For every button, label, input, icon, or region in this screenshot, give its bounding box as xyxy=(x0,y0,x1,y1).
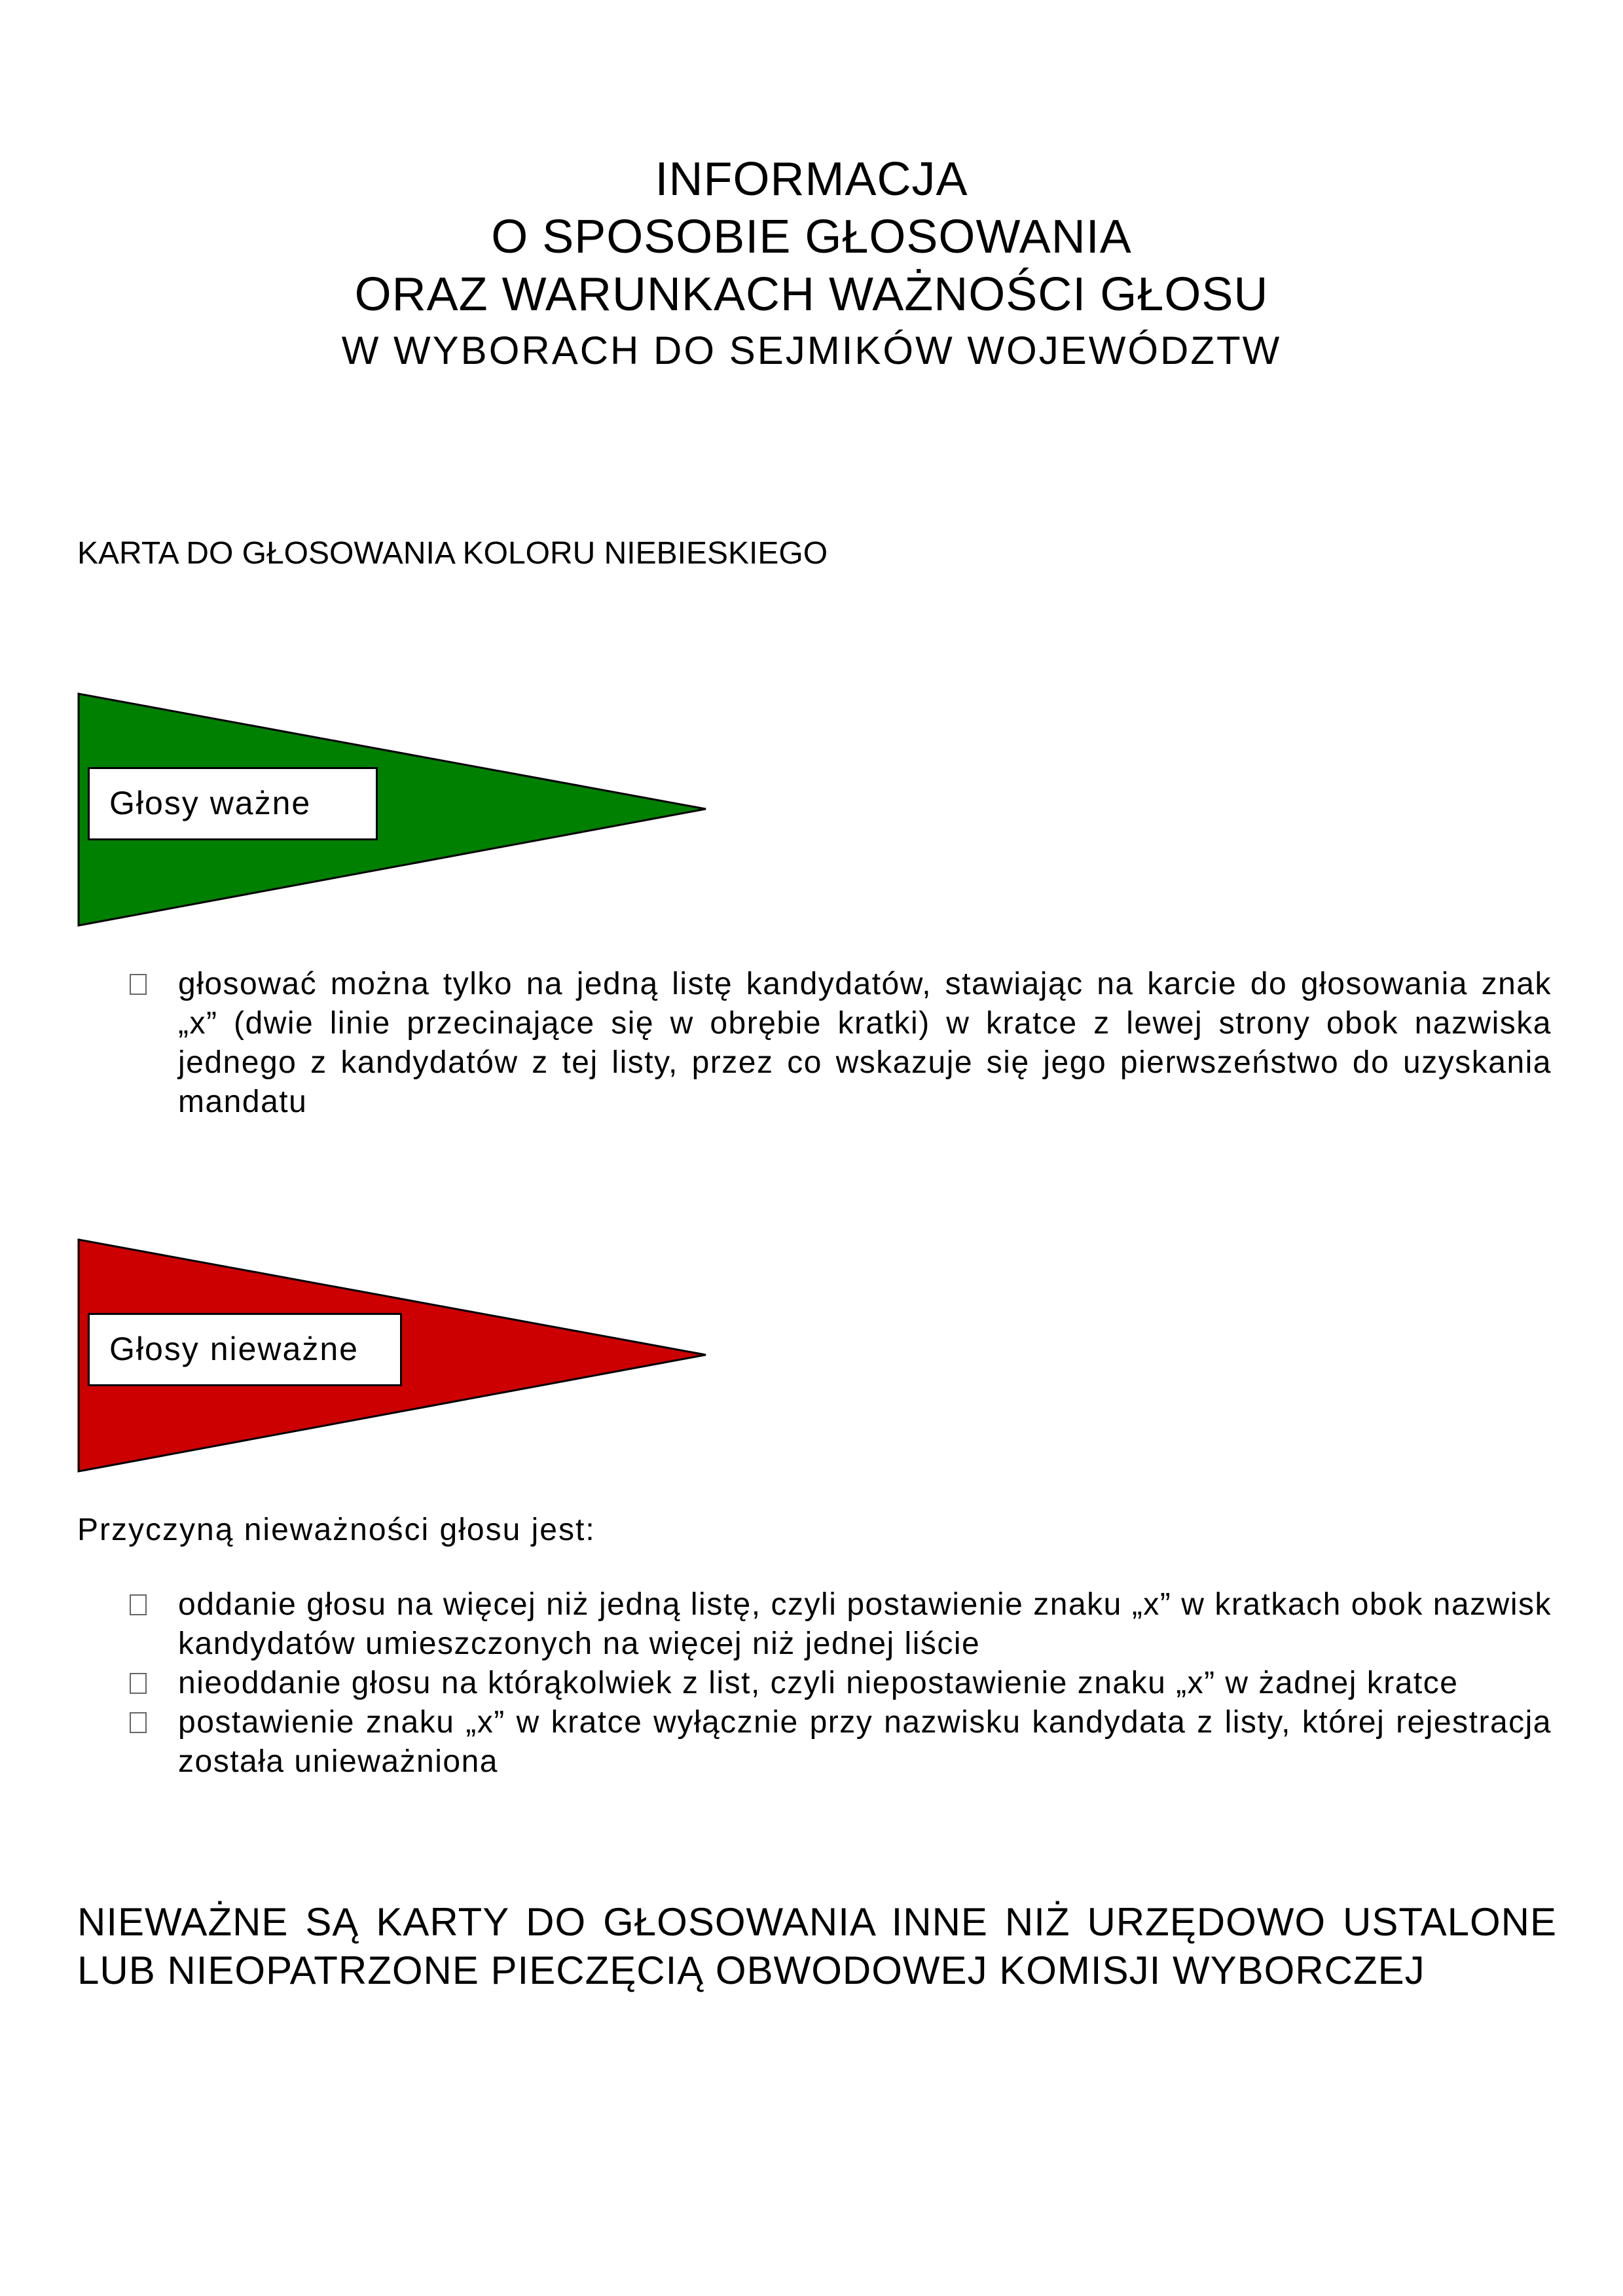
document-title xyxy=(0,151,1623,378)
list-item-text: nieoddanie głosu na którąkolwiek z list, czyli niepostawienie znaku „x” w żadnej kratce xyxy=(178,1666,1459,1700)
list-item-text: oddanie głosu na więcej niż jedną listę, czyli postawienie znaku „x” w kratkach obok nazwisk kandydatów umieszczonych na więcej niż jednej liście xyxy=(178,1587,1552,1661)
invalidity-reasons-list xyxy=(130,1585,1552,1782)
list-item xyxy=(130,1703,1552,1782)
valid-votes-list xyxy=(130,965,1552,1122)
ballot-card-label: KARTA DO GŁOSOWANIA KOLORU NIEBIESKIEGO xyxy=(77,536,828,571)
invalid-votes-label: Głosy nieważne xyxy=(88,1313,402,1386)
checkbox-bullet-icon xyxy=(130,1594,147,1615)
checkbox-bullet-icon xyxy=(130,1712,147,1733)
list-item xyxy=(130,1585,1552,1664)
checkbox-bullet-icon xyxy=(130,1673,147,1694)
invalidity-reasons-heading: Przyczyną nieważności głosu jest: xyxy=(77,1513,596,1547)
invalid-ballots-note: NIEWAŻNE SĄ KARTY DO GŁOSOWANIA INNE NIŻ URZĘDOWO USTALONE LUB NIEOPATRZONE PIECZĘCIĄ OBWODOWEJ KOMISJI WYBORCZEJ xyxy=(77,1900,1557,1992)
valid-votes-pennant xyxy=(77,692,709,928)
title-line-4: W WYBORACH DO SEJMIKÓW WOJEWÓDZTW xyxy=(341,329,1282,372)
invalid-votes-pennant xyxy=(77,1238,709,1474)
valid-votes-label: Głosy ważne xyxy=(88,767,378,840)
checkbox-bullet-icon xyxy=(130,974,147,995)
list-item xyxy=(130,965,1552,1122)
list-item-text: głosować można tylko na jedną listę kandydatów, stawiając na karcie do głosowania znak „x” (dwie linie przecinające się w obrębie kratki) w kratce z lewej strony obok nazwiska jednego z kandydatów z tej listy, przez co wskazuje się jego pierwszeństwo do uzyskania mandatu xyxy=(178,967,1552,1119)
title-line-2: O SPOSOBIE GŁOSOWANIA xyxy=(491,211,1132,263)
list-item-text: postawienie znaku „x” w kratce wyłącznie przy nazwisku kandydata z listy, której rejestracja została unieważniona xyxy=(178,1705,1552,1779)
title-line-1: INFORMACJA xyxy=(655,153,968,206)
title-line-3: ORAZ WARUNKACH WAŻNOŚCI GŁOSU xyxy=(354,268,1269,321)
list-item xyxy=(130,1664,1552,1703)
